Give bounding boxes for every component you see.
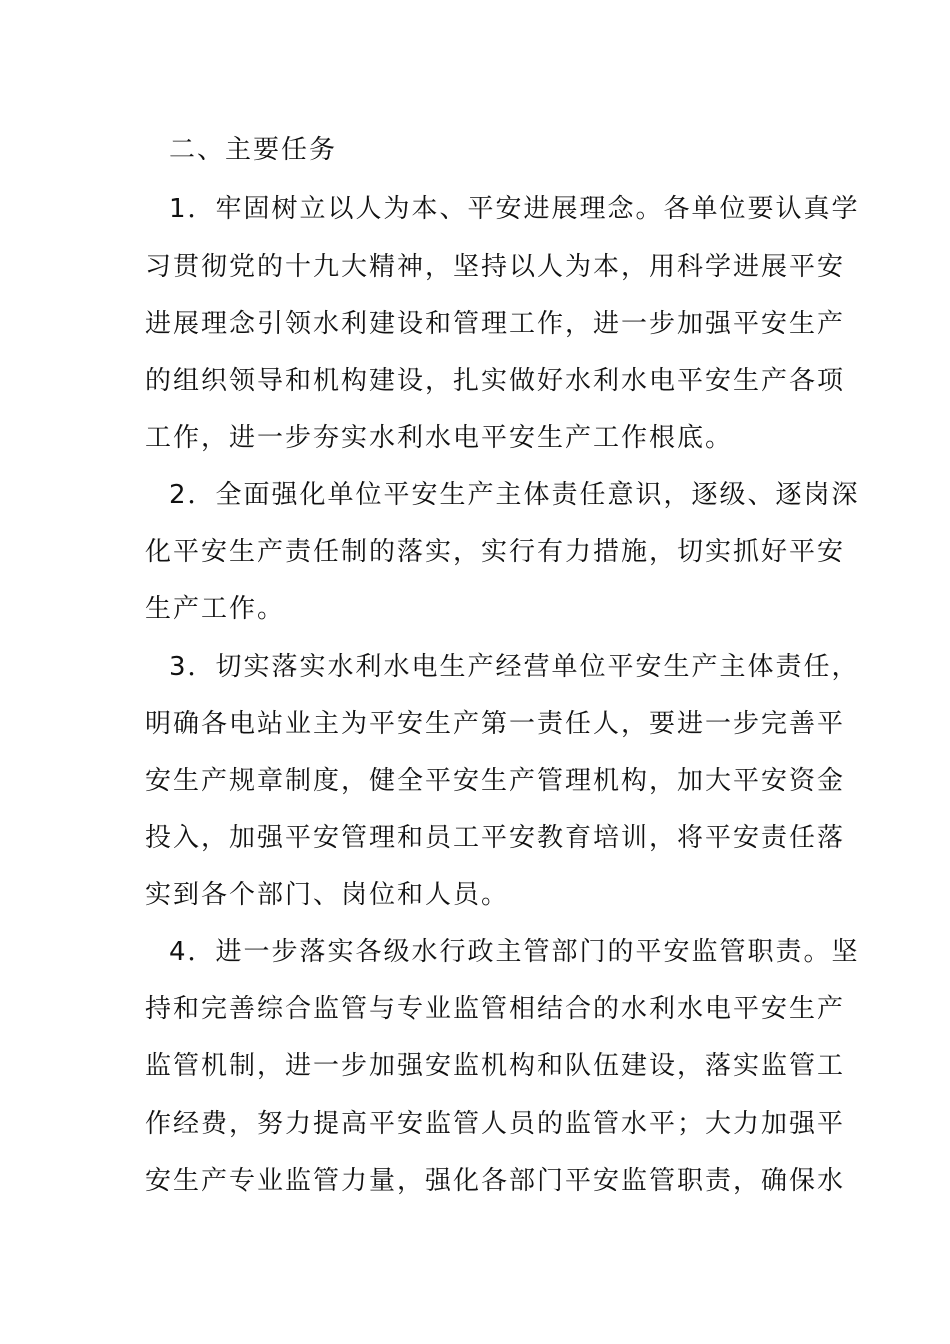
paragraph-3-line-4: 投入，加强平安管理和员工平安教育培训，将平安责任落	[145, 823, 846, 853]
paragraph-1-line-4: 的组织领导和机构建设，扎实做好水利水电平安生产各项	[145, 366, 846, 396]
section-heading: 二、主要任务	[169, 135, 338, 165]
paragraph-1-line-2: 习贯彻党的十九大精神，坚持以人为本，用科学进展平安	[145, 252, 846, 282]
paragraph-1-line-3: 进展理念引领水利建设和管理工作，进一步加强平安生产	[145, 309, 846, 339]
paragraph-4-line-4: 作经费，努力提高平安监管人员的监管水平；大力加强平	[145, 1109, 846, 1139]
paragraph-3-line-1: 3．切实落实水利水电生产经营单位平安生产主体责任，	[169, 652, 860, 682]
paragraph-4-line-5: 安生产专业监管力量，强化各部门平安监管职责，确保水	[145, 1166, 846, 1196]
paragraph-3-line-5: 实到各个部门、岗位和人员。	[145, 880, 510, 910]
paragraph-2-line-1: 2．全面强化单位平安生产主体责任意识，逐级、逐岗深	[169, 480, 860, 510]
paragraph-4-line-1: 4．进一步落实各级水行政主管部门的平安监管职责。坚	[169, 937, 860, 967]
paragraph-4-line-2: 持和完善综合监管与专业监管相结合的水利水电平安生产	[145, 994, 846, 1024]
paragraph-1-line-1: 1．牢固树立以人为本、平安进展理念。各单位要认真学	[169, 194, 860, 224]
paragraph-3-line-3: 安生产规章制度，健全平安生产管理机构，加大平安资金	[145, 766, 846, 796]
paragraph-2-line-3: 生产工作。	[145, 594, 286, 624]
paragraph-4-line-3: 监管机制，进一步加强安监机构和队伍建设，落实监管工	[145, 1051, 846, 1081]
paragraph-1-line-5: 工作，进一步夯实水利水电平安生产工作根底。	[145, 423, 734, 453]
paragraph-3-line-2: 明确各电站业主为平安生产第一责任人，要进一步完善平	[145, 709, 846, 739]
paragraph-2-line-2: 化平安生产责任制的落实，实行有力措施，切实抓好平安	[145, 537, 846, 567]
